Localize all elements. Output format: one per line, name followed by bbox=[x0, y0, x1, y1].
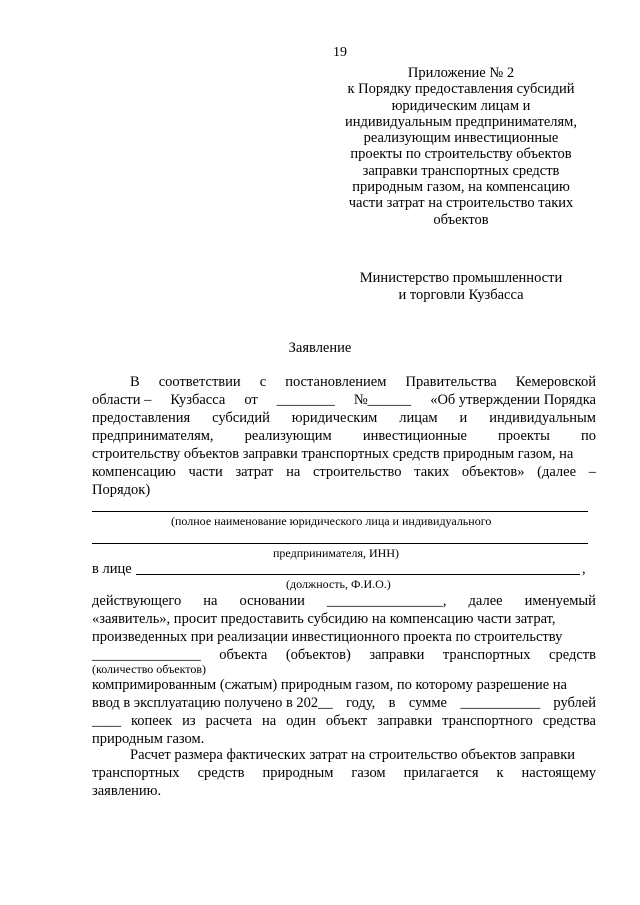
word: проекты bbox=[498, 428, 550, 444]
intro-paragraph bbox=[92, 373, 596, 499]
word: расчета bbox=[205, 713, 253, 729]
word: транспортных bbox=[92, 765, 180, 781]
word: объекта bbox=[219, 647, 268, 663]
text-line: природным газом. bbox=[92, 731, 205, 747]
calculation-paragraph bbox=[92, 746, 596, 800]
word: таких bbox=[414, 464, 450, 480]
entrepreneur-caption: предпринимателя, ИНН) bbox=[273, 546, 399, 560]
page-number: 19 bbox=[333, 45, 347, 60]
word: в bbox=[388, 695, 396, 711]
word: основании bbox=[239, 593, 305, 609]
word: объектов» bbox=[461, 464, 525, 480]
word: рублей bbox=[553, 695, 596, 711]
word: далее bbox=[468, 593, 503, 609]
full-name-caption: (полное наименование юридического лица и индивидуального bbox=[171, 514, 492, 528]
text-line: строительству объектов заправки транспортных средств природным газом, на bbox=[92, 446, 574, 462]
appendix-line: проекты по строительству объектов bbox=[350, 146, 572, 163]
addressee-block bbox=[330, 270, 592, 303]
word: «Об утверждении Порядка bbox=[430, 392, 596, 408]
word: индивидуальным bbox=[489, 410, 596, 426]
text-line bbox=[92, 764, 596, 782]
word: действующего bbox=[92, 593, 182, 609]
basis-blank: ________________, bbox=[326, 593, 447, 609]
word: прилагается bbox=[403, 765, 479, 781]
request-paragraph-cont bbox=[92, 676, 596, 748]
word: копеек bbox=[130, 713, 173, 729]
word: и bbox=[459, 410, 468, 426]
appendix-line: индивидуальным предпринимателям, bbox=[345, 113, 577, 130]
position-field[interactable] bbox=[136, 574, 580, 575]
word: средства bbox=[542, 713, 596, 729]
word: предоставления bbox=[92, 410, 191, 426]
word: (объектов) bbox=[285, 647, 351, 663]
word: по bbox=[580, 428, 596, 444]
word: юридическим bbox=[291, 410, 378, 426]
request-paragraph bbox=[92, 592, 596, 664]
word: заправки bbox=[377, 713, 433, 729]
addressee-line: и торговли Кузбасса bbox=[398, 286, 524, 303]
word: соответствии bbox=[158, 374, 241, 390]
represented-by-label: в лице bbox=[92, 561, 132, 577]
word: заправки bbox=[369, 647, 425, 663]
amount-kopecks-blank: ____ bbox=[92, 713, 121, 729]
word: затрат bbox=[235, 464, 274, 480]
word: области – bbox=[92, 392, 152, 408]
addressee-line: Министерство промышленности bbox=[359, 270, 563, 286]
word: реализующим bbox=[244, 428, 332, 444]
appendix-line: природным газом, на компенсацию bbox=[352, 179, 570, 196]
text-line bbox=[92, 409, 596, 427]
word: на bbox=[262, 713, 277, 729]
document-title: Заявление bbox=[288, 340, 352, 356]
word: сумме bbox=[408, 695, 447, 711]
word: на bbox=[203, 593, 218, 609]
word: Кузбасса bbox=[170, 392, 226, 408]
appendix-heading bbox=[330, 65, 592, 228]
word: (далее bbox=[537, 464, 577, 480]
appendix-line: объектов bbox=[433, 211, 489, 228]
word: транспортных bbox=[442, 647, 531, 663]
appendix-line: части затрат на строительство таких bbox=[348, 195, 574, 212]
word: строительство bbox=[312, 464, 402, 480]
word: субсидий bbox=[212, 410, 270, 426]
word: объект bbox=[325, 713, 368, 729]
word: году, bbox=[346, 695, 376, 711]
appendix-line: к Порядку предоставления субсидий bbox=[347, 81, 575, 98]
text-line bbox=[92, 463, 596, 481]
word: транспортного bbox=[442, 713, 533, 729]
word: постановлением bbox=[285, 374, 387, 390]
word: Правительства bbox=[405, 374, 497, 390]
full-name-field[interactable] bbox=[92, 511, 588, 512]
word: средств bbox=[549, 647, 596, 663]
entrepreneur-field[interactable] bbox=[92, 543, 588, 544]
text-line: заявлению. bbox=[92, 783, 162, 799]
word: – bbox=[588, 464, 596, 480]
text-line bbox=[92, 560, 596, 578]
word: предпринимателям, bbox=[92, 428, 214, 444]
word: природным bbox=[262, 765, 334, 781]
word: настоящему bbox=[521, 765, 596, 781]
word: именуемый bbox=[524, 593, 596, 609]
text-line: «заявитель», просит предоставить субсидию на компенсацию части затрат, bbox=[92, 611, 556, 627]
text-line bbox=[92, 712, 596, 730]
position-caption: (должность, Ф.И.О.) bbox=[286, 577, 391, 591]
word: из bbox=[182, 713, 196, 729]
appendix-line: реализующим инвестиционные bbox=[363, 130, 559, 147]
word: В bbox=[130, 374, 140, 390]
text-line bbox=[92, 391, 596, 409]
comma: , bbox=[582, 561, 586, 577]
date-blank: ________ bbox=[276, 392, 335, 408]
text-line bbox=[92, 694, 596, 712]
word: газом bbox=[351, 765, 386, 781]
word: лицам bbox=[399, 410, 438, 426]
text-line: Расчет размера фактических затрат на строительство объектов заправки bbox=[130, 747, 576, 763]
word: инвестиционные bbox=[362, 428, 467, 444]
word: к bbox=[496, 765, 504, 781]
text-line: произведенных при реализации инвестиционного проекта по строительству bbox=[92, 629, 563, 645]
amount-rubles-blank: ___________ bbox=[460, 695, 541, 711]
appendix-line: юридическим лицам и bbox=[391, 97, 531, 114]
text-line: Порядок) bbox=[92, 482, 151, 498]
objects-count-blank: _______________ bbox=[92, 647, 201, 663]
text-line bbox=[92, 427, 596, 445]
text-line bbox=[92, 592, 596, 610]
number-blank: №______ bbox=[353, 392, 412, 408]
word: части bbox=[188, 464, 223, 480]
word: от bbox=[244, 392, 258, 408]
word: с bbox=[259, 374, 267, 390]
word: средств bbox=[197, 765, 245, 781]
represented-by-line bbox=[92, 560, 596, 578]
text-line bbox=[92, 373, 596, 391]
objects-count-caption: (количество объектов) bbox=[92, 662, 207, 676]
word: компенсацию bbox=[92, 464, 176, 480]
word: на bbox=[286, 464, 301, 480]
word: Кемеровской bbox=[515, 374, 596, 390]
word: ввод в эксплуатацию получено в 202__ bbox=[92, 695, 333, 711]
appendix-line: заправки транспортных средств bbox=[362, 162, 560, 179]
appendix-line: Приложение № 2 bbox=[407, 65, 515, 81]
text-line: компримированным (сжатым) природным газом, по которому разрешение на bbox=[92, 677, 567, 693]
word: один bbox=[286, 713, 316, 729]
